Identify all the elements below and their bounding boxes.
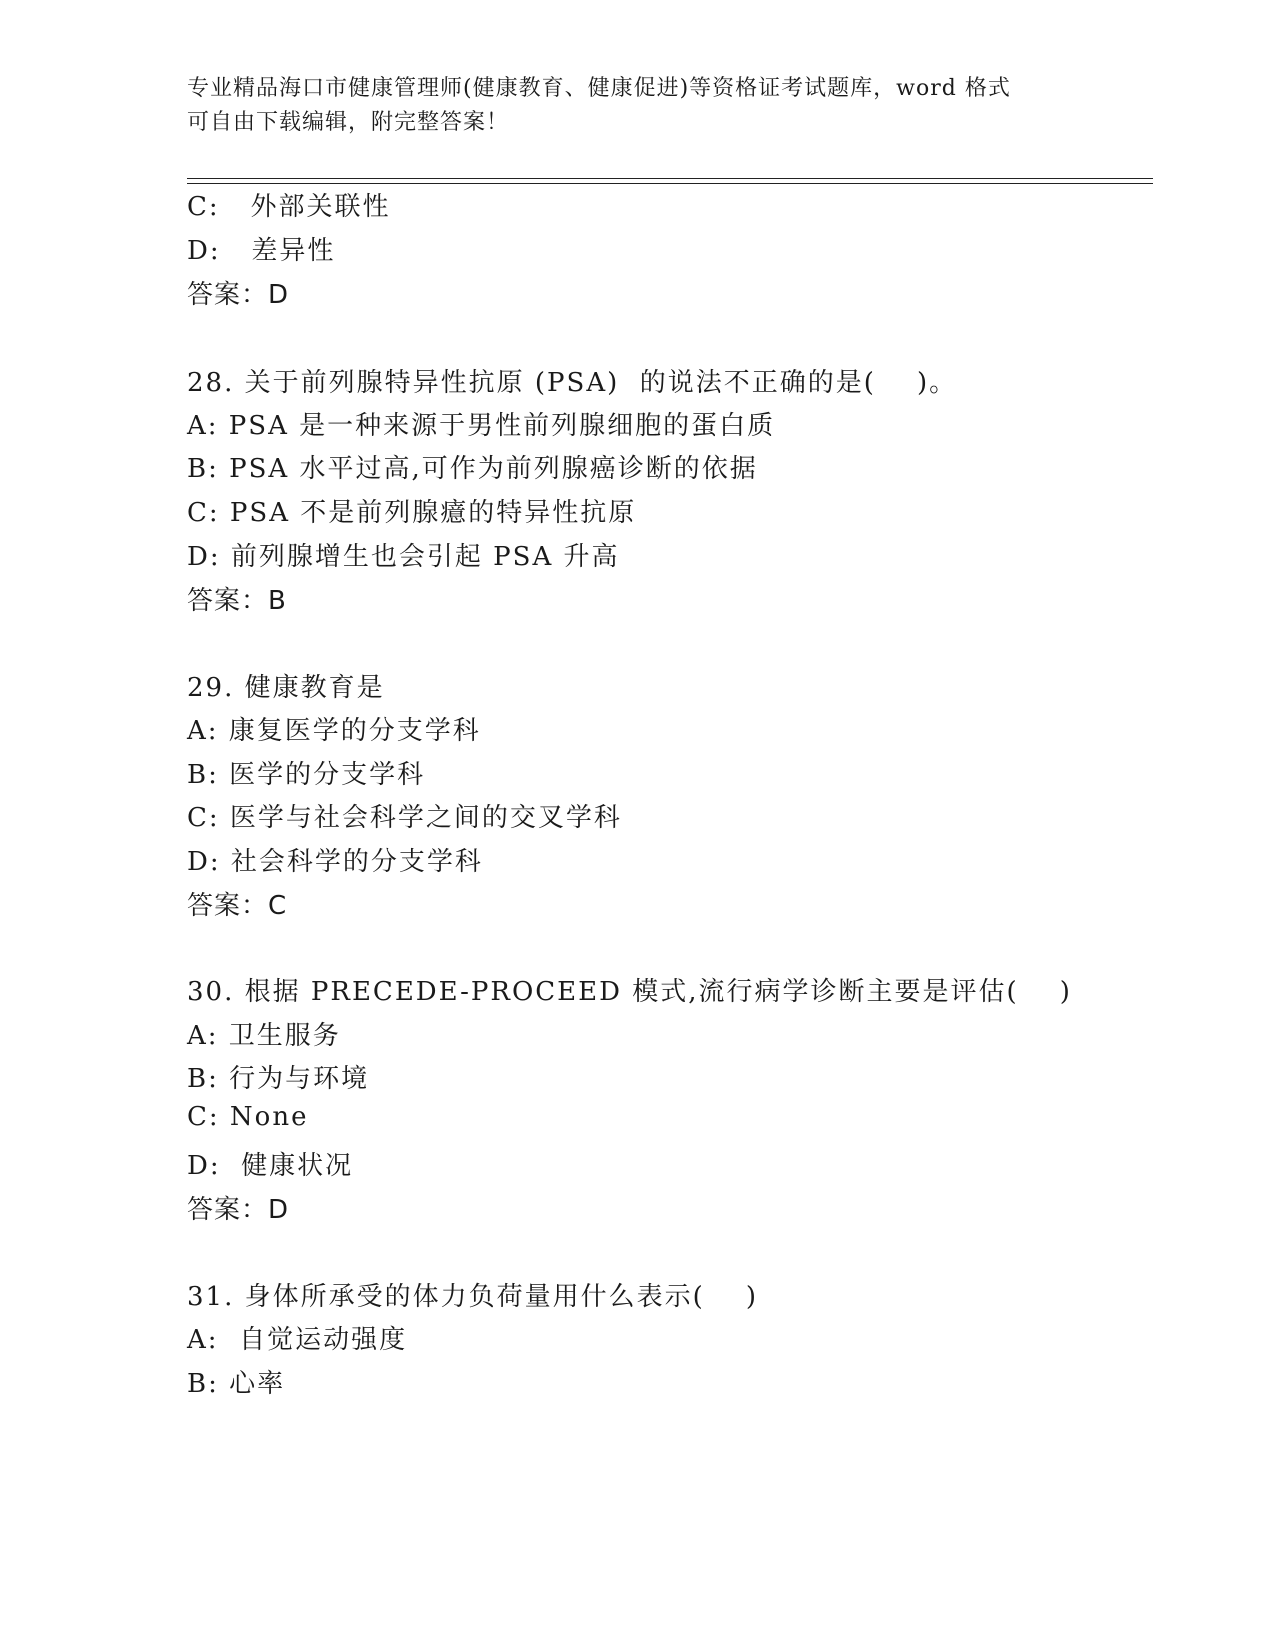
option-b: B: 医学的分支学科 xyxy=(187,760,426,790)
answer-label: 答案：D xyxy=(187,280,290,310)
question-stem-28: 28. 关于前列腺特异性抗原 (PSA) 的说法不正确的是( )。 xyxy=(187,368,958,398)
option-b: B: 心率 xyxy=(187,1369,286,1399)
option-a: A: PSA 是一种来源于男性前列腺细胞的蛋白质 xyxy=(187,411,776,441)
question-stem-29: 29. 健康教育是 xyxy=(187,673,385,703)
header-divider-top xyxy=(187,178,1153,179)
answer-label: 答案：C xyxy=(187,891,288,921)
option-a: A: 自觉运动强度 xyxy=(187,1325,408,1355)
answer-label: 答案：D xyxy=(187,1195,290,1225)
option-b: B: PSA 水平过高,可作为前列腺癌诊断的依据 xyxy=(187,454,758,484)
option-b: B: 行为与环境 xyxy=(187,1064,370,1094)
option-d: D: 前列腺增生也会引起 PSA 升高 xyxy=(187,542,620,572)
answer-label: 答案：B xyxy=(187,586,287,616)
document-header xyxy=(187,72,1087,140)
header-divider-bottom xyxy=(187,183,1153,184)
option-c: C: 医学与社会科学之间的交叉学科 xyxy=(187,803,622,833)
option-d: D: 健康状况 xyxy=(187,1151,354,1181)
header-line-1: 专业精品海口市健康管理师(健康教育、健康促进)等资格证考试题库，word 格式 xyxy=(187,76,1011,101)
question-stem-30: 30. 根据 PRECEDE-PROCEED 模式,流行病学诊断主要是评估( ) xyxy=(187,977,1072,1007)
option-a: A: 康复医学的分支学科 xyxy=(187,716,481,746)
option-c: C: 外部关联性 xyxy=(187,192,391,222)
option-a: A: 卫生服务 xyxy=(187,1021,341,1051)
option-d: D: 差异性 xyxy=(187,236,336,266)
question-stem-31: 31. 身体所承受的体力负荷量用什么表示( ) xyxy=(187,1282,758,1312)
option-c: C: None xyxy=(187,1102,309,1132)
header-line-2: 可自由下载编辑，附完整答案！ xyxy=(187,110,510,135)
option-c: C: PSA 不是前列腺癔的特异性抗原 xyxy=(187,498,637,528)
option-d: D: 社会科学的分支学科 xyxy=(187,847,483,877)
